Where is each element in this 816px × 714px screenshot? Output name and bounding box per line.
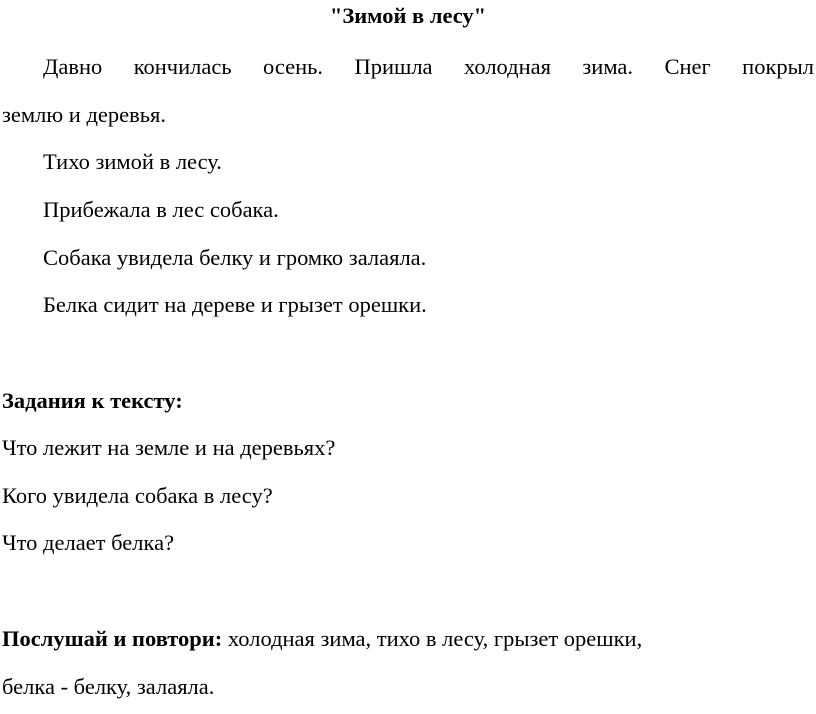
repeat-phrases: холодная зима, тихо в лесу, грызет орешки, [222, 626, 643, 651]
page-title: "Зимой в лесу" [329, 3, 487, 28]
story-sentence: Собака увидела белку и громко залаяла. [43, 245, 427, 270]
story-line-2: землю и деревья. [2, 102, 166, 127]
story-sentence: Белка сидит на дереве и грызет орешки. [43, 292, 427, 317]
story-sentence: Тихо зимой в лесу. [43, 149, 222, 174]
repeat-label: Послушай и повтори: [2, 626, 223, 651]
story-sentence: Прибежала в лес собака. [43, 197, 279, 222]
task-question: Кого увидела собака в лесу? [2, 483, 273, 508]
repeat-line-2: белка - белку, залаяла. [2, 674, 215, 699]
tasks-heading: Задания к тексту: [2, 388, 183, 413]
repeat-line-1 [2, 628, 642, 651]
story-line-1: Давно кончилась осень. Пришла холодная зима. Снег покрыл [43, 54, 814, 79]
task-question: Что делает белка? [2, 530, 175, 555]
task-question: Что лежит на земле и на деревьях? [2, 435, 336, 460]
